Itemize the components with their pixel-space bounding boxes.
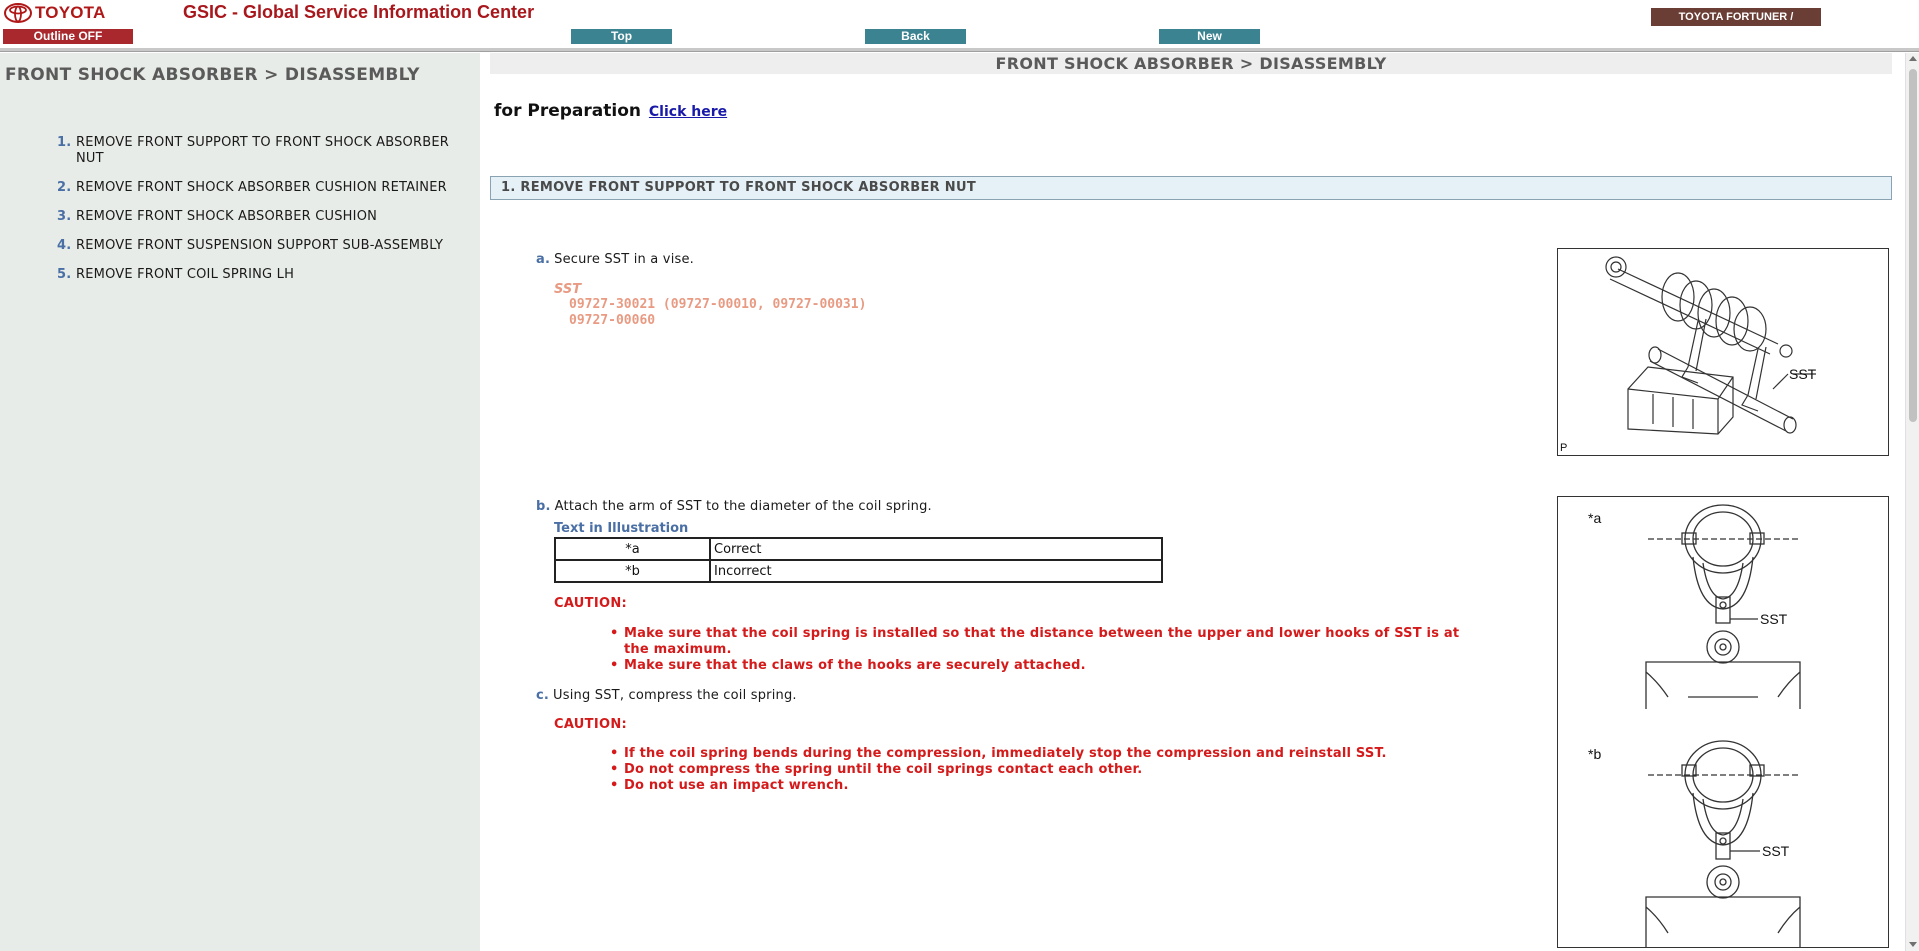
table-row — [555, 560, 1162, 582]
step-letter: b. — [536, 499, 551, 514]
new-button[interactable]: New — [1159, 29, 1260, 44]
toc-label[interactable]: REMOVE FRONT SUSPENSION SUPPORT SUB-ASSEMBLY — [76, 238, 444, 253]
step-text: Using SST, compress the coil spring. — [553, 688, 797, 703]
legend-key: *b — [555, 560, 710, 582]
main-title-bar — [490, 53, 1892, 74]
step-text: Secure SST in a vise. — [554, 252, 695, 267]
illustration-legend-table — [554, 537, 1163, 583]
page-title: FRONT SHOCK ABSORBER > DISASSEMBLY — [995, 54, 1387, 73]
toc-label[interactable]: REMOVE FRONT SHOCK ABSORBER CUSHION — [76, 209, 378, 224]
caution-label: CAUTION: — [554, 596, 627, 611]
legend-key: *a — [555, 538, 710, 560]
toc-label[interactable]: REMOVE FRONT COIL SPRING LH — [76, 267, 295, 282]
preparation-line — [494, 101, 727, 121]
toc-item-4[interactable] — [20, 238, 460, 254]
toc-number: 5. — [57, 267, 72, 282]
shock-absorber-drawing-icon — [1558, 249, 1888, 455]
sidebar-title: FRONT SHOCK ABSORBER > DISASSEMBLY — [5, 65, 420, 85]
caution-item: • Do not compress the spring until the coil springs contact each other. — [606, 762, 1566, 778]
header — [0, 0, 1919, 50]
toc-label[interactable]: REMOVE FRONT SHOCK ABSORBER CUSHION RETAINER — [76, 180, 447, 195]
toc-item-2[interactable] — [20, 180, 460, 196]
toyota-emblem-icon — [3, 2, 33, 24]
illus2-sst-callout-a: SST — [1760, 611, 1788, 627]
scroll-up-arrow-icon[interactable] — [1909, 56, 1917, 61]
illus1-corner-label: P — [1560, 442, 1568, 454]
toc-item-1[interactable] — [20, 135, 460, 167]
legend-value: Correct — [710, 538, 1162, 560]
model-selector-button[interactable]: TOYOTA FORTUNER / — [1651, 8, 1821, 26]
step-c — [536, 688, 797, 703]
main-scrollbar[interactable] — [1905, 53, 1919, 951]
app-title: GSIC - Global Service Information Center — [183, 2, 535, 22]
caution-item: • Make sure that the coil spring is installed so that the distance between the upper and lower hooks of SST is at the maximum. — [606, 626, 1486, 658]
illustration-hook-positions — [1557, 496, 1889, 948]
back-button[interactable]: Back — [865, 29, 966, 44]
toyota-logo[interactable] — [3, 2, 105, 24]
sst-label: SST — [554, 282, 582, 297]
caution-item: • Make sure that the claws of the hooks are securely attached. — [606, 658, 1486, 674]
caution-label: CAUTION: — [554, 717, 627, 732]
caution-item: • Do not use an impact wrench. — [606, 778, 1566, 794]
table-row — [555, 538, 1162, 560]
toc-item-3[interactable] — [20, 209, 460, 225]
illustration-shock-absorber-vise — [1557, 248, 1889, 456]
step-letter: c. — [536, 688, 550, 703]
step-letter: a. — [536, 252, 551, 267]
scroll-down-arrow-icon[interactable] — [1909, 942, 1917, 947]
sidebar — [0, 53, 480, 951]
step-b — [536, 499, 932, 514]
caution-item: • If the coil spring bends during the compression, immediately stop the compression and reinstall SST. — [606, 746, 1566, 762]
preparation-text: for Preparation — [494, 101, 641, 121]
legend-value: Incorrect — [710, 560, 1162, 582]
text-in-illustration-label: Text in Illustration — [554, 521, 689, 536]
illus1-sst-callout: SST — [1789, 366, 1817, 382]
caution-list — [606, 746, 1566, 794]
table-of-contents — [20, 135, 460, 296]
illus2-label-a: *a — [1588, 510, 1602, 526]
scroll-thumb[interactable] — [1909, 69, 1917, 422]
outline-off-button[interactable]: Outline OFF — [3, 29, 133, 44]
preparation-link[interactable]: Click here — [648, 104, 728, 120]
main-content — [490, 53, 1905, 951]
top-button[interactable]: Top — [571, 29, 672, 44]
step-text: Attach the arm of SST to the diameter of the coil spring. — [554, 499, 932, 514]
toc-number: 1. — [57, 135, 72, 150]
toc-label[interactable]: REMOVE FRONT SUPPORT TO FRONT SHOCK ABSORBER NUT — [76, 135, 449, 166]
section-title: 1. REMOVE FRONT SUPPORT TO FRONT SHOCK ABSORBER NUT — [501, 180, 976, 195]
toc-number: 3. — [57, 209, 72, 224]
sst-part-numbers: 09727-30021 (09727-00010, 09727-00031) — [569, 297, 867, 312]
header-divider — [0, 48, 1919, 52]
illus2-sst-callout-b: SST — [1762, 843, 1790, 859]
caution-list — [606, 626, 1486, 674]
brand-name: TOYOTA — [35, 3, 106, 22]
toc-number: 2. — [57, 180, 72, 195]
toc-number: 4. — [57, 238, 72, 253]
section-header — [490, 176, 1892, 200]
toc-item-5[interactable] — [20, 267, 460, 283]
step-a — [536, 252, 694, 267]
illus2-label-b: *b — [1588, 746, 1602, 762]
coil-spring-hooks-drawing-icon — [1558, 497, 1888, 947]
sst-part-number: 09727-00060 — [569, 313, 656, 328]
